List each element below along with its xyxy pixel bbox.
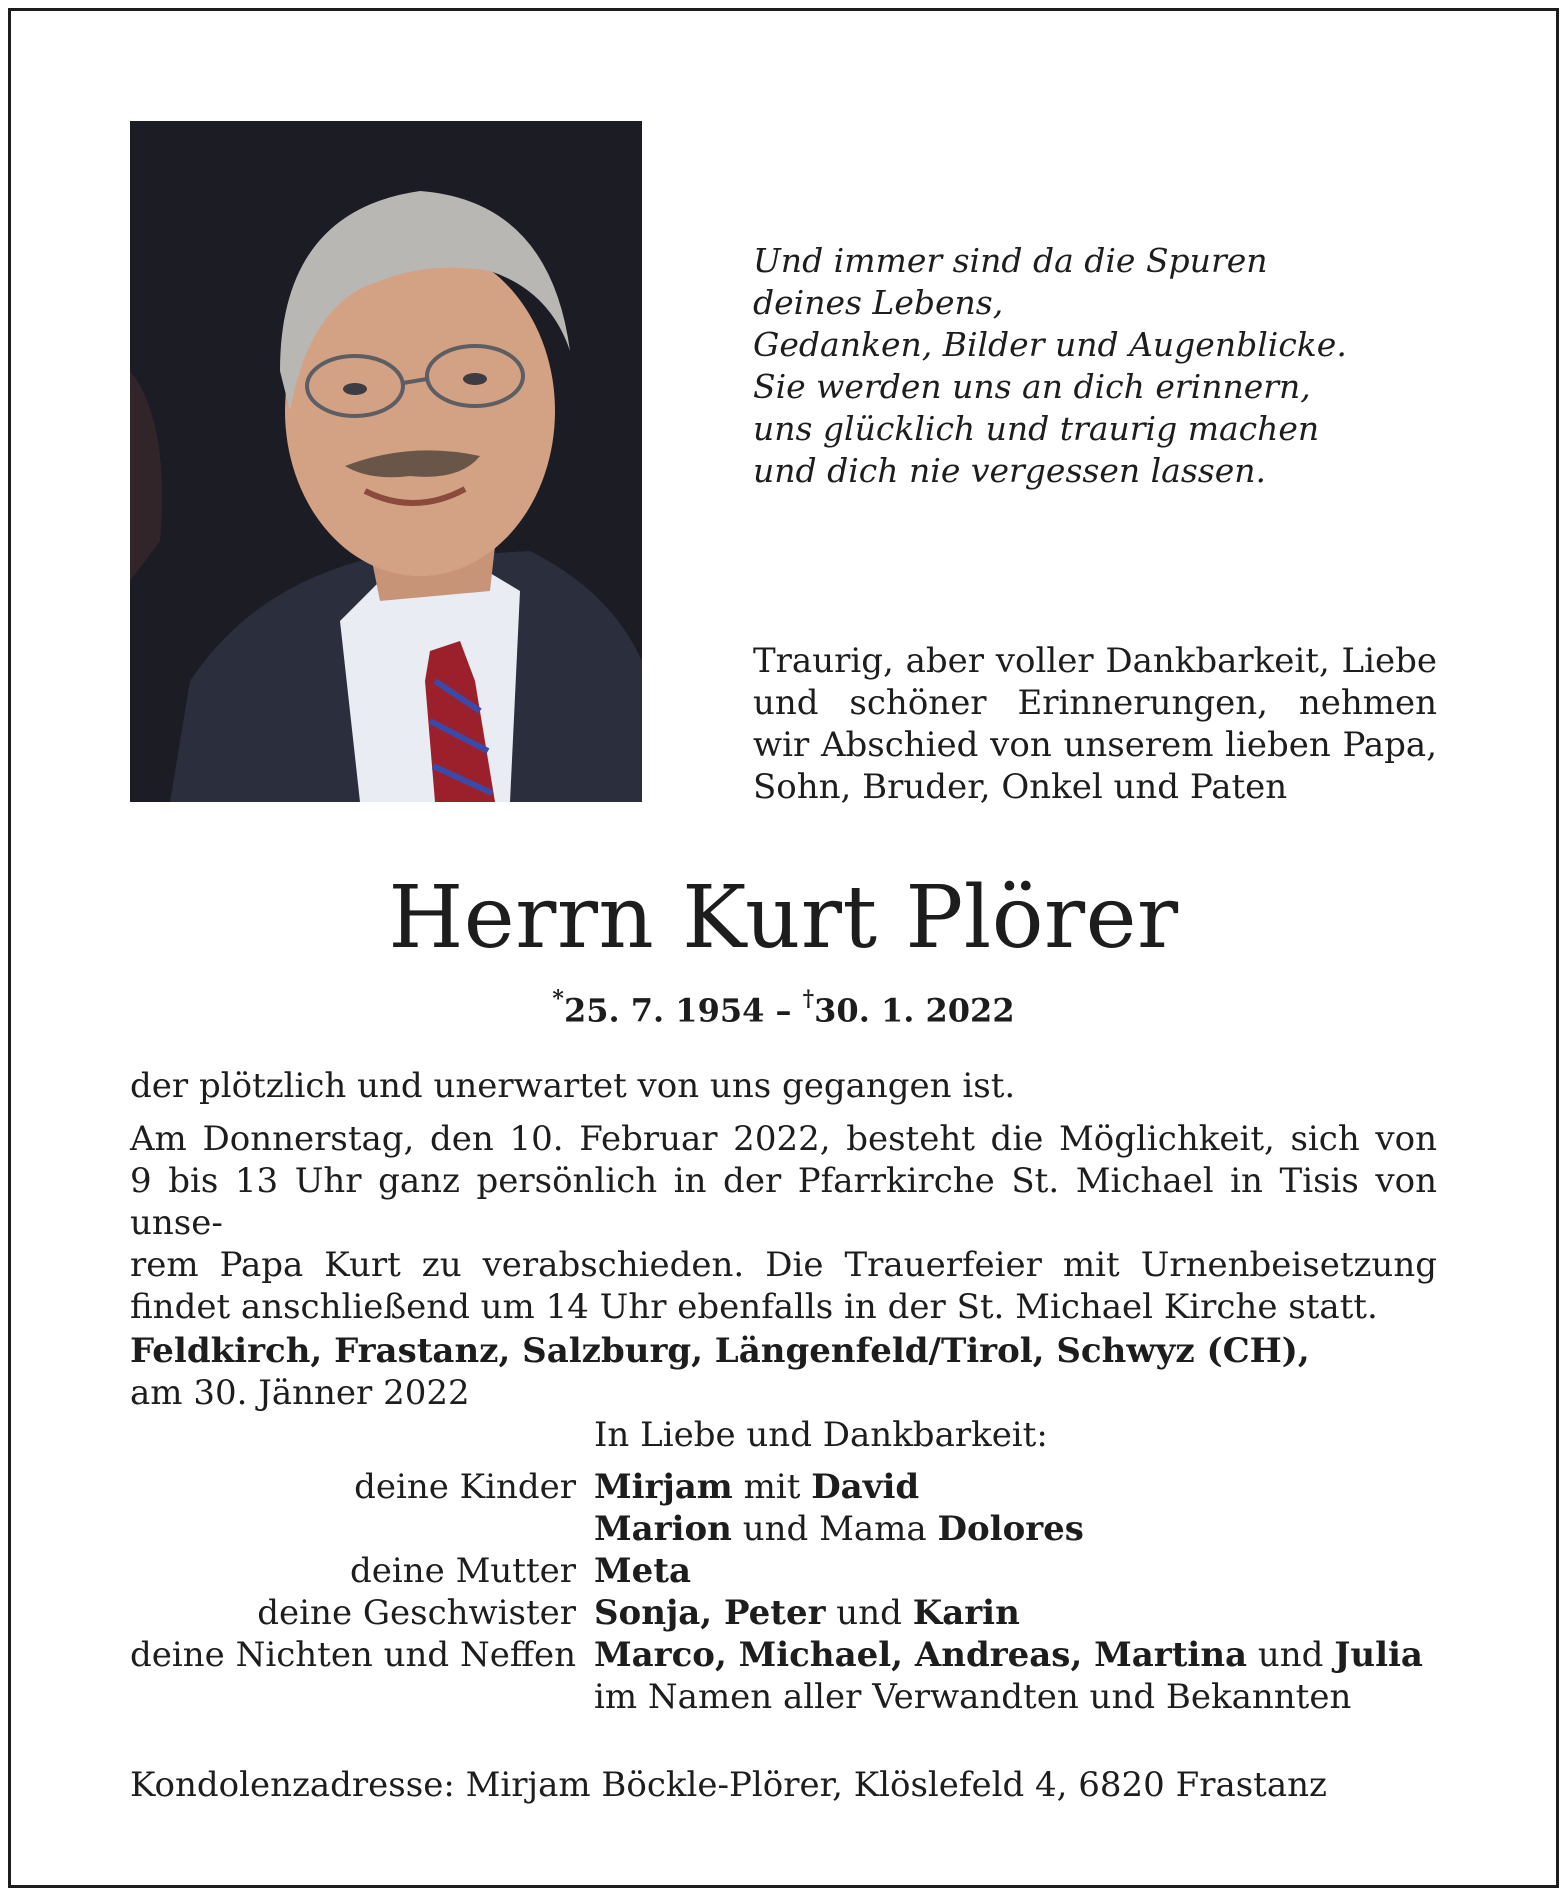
date-separator: – [764, 991, 803, 1030]
birth-symbol: * [552, 986, 564, 1012]
relation-names [594, 1592, 1020, 1634]
poem-line: deines Lebens, [753, 283, 1004, 322]
poem-line: und dich nie vergessen lassen. [753, 451, 1266, 490]
condolence-address: Kondolenzadresse: Mirjam Böckle-Plörer, Klöslefeld 4, 6820 Frastanz [130, 1765, 1327, 1805]
signoff-heading: In Liebe und Dankbarkeit: [594, 1415, 1048, 1455]
places-list: Feldkirch, Frastanz, Salzburg, Längenfeld/Tirol, Schwyz (CH), [130, 1331, 1310, 1371]
relative-name: Meta [594, 1551, 692, 1591]
intro-line: und schöner Erinnerungen, nehmen [753, 683, 1437, 723]
name-connector: mit [732, 1467, 812, 1507]
relation-label: deine Kinder [354, 1467, 576, 1507]
intro-line: Sohn, Bruder, Onkel und Paten [753, 767, 1288, 807]
relation-label: deine Mutter [350, 1551, 576, 1591]
life-dates [130, 983, 1437, 1031]
relation-names [594, 1634, 1423, 1676]
place-date: am 30. Jänner 2022 [130, 1373, 470, 1413]
intro-text [753, 640, 1437, 808]
announcement-line: der plötzlich und unerwartet von uns gegangen ist. [130, 1066, 1016, 1106]
relative-name: Dolores [937, 1509, 1084, 1549]
death-date: 30. 1. 2022 [814, 991, 1015, 1030]
relatives-closing: im Namen aller Verwandten und Bekannten [594, 1677, 1352, 1717]
relation-label: deine Nichten und Neffen [130, 1635, 577, 1675]
funeral-details [130, 1118, 1437, 1328]
poem-line: Gedanken, Bilder und Augenblicke. [753, 325, 1347, 364]
memorial-poem [753, 240, 1473, 492]
death-symbol: † [802, 986, 815, 1012]
relative-name: Marion [594, 1509, 732, 1549]
birth-date: 25. 7. 1954 [563, 991, 765, 1030]
funeral-details-line: findet anschließend um 14 Uhr ebenfalls in der St. Michael Kirche statt. [130, 1287, 1378, 1327]
portrait-photo [130, 121, 642, 802]
poem-line: uns glücklich und traurig machen [753, 409, 1320, 448]
funeral-details-line: rem Papa Kurt zu verabschieden. Die Trauerfeier mit Urnenbeisetzung [130, 1245, 1437, 1285]
intro-line: wir Abschied von unserem lieben Papa, [753, 725, 1437, 765]
funeral-details-line: Am Donnerstag, den 10. Februar 2022, besteht die Möglichkeit, sich von [130, 1119, 1437, 1159]
poem-line: Sie werden uns an dich erinnern, [753, 367, 1311, 406]
name-connector: und [825, 1593, 913, 1633]
relation-names [594, 1508, 1084, 1550]
relation-names [594, 1466, 919, 1508]
relative-name: David [811, 1467, 920, 1507]
relative-name: Julia [1334, 1635, 1423, 1675]
name-connector: und Mama [731, 1509, 938, 1549]
relative-name: Karin [912, 1593, 1020, 1633]
funeral-details-line: 9 bis 13 Uhr ganz persönlich in der Pfarrkirche St. Michael in Tisis von unse- [130, 1161, 1437, 1243]
relative-name: Marco, Michael, Andreas, Martina [594, 1635, 1248, 1675]
intro-line: Traurig, aber voller Dankbarkeit, Liebe [753, 641, 1437, 681]
name-connector: und [1247, 1635, 1335, 1675]
poem-line: Und immer sind da die Spuren [753, 241, 1268, 280]
relative-name: Sonja, Peter [594, 1593, 826, 1633]
relative-name: Mirjam [594, 1467, 733, 1507]
deceased-name: Herrn Kurt Plörer [388, 868, 1179, 968]
relation-label: deine Geschwister [257, 1593, 576, 1633]
